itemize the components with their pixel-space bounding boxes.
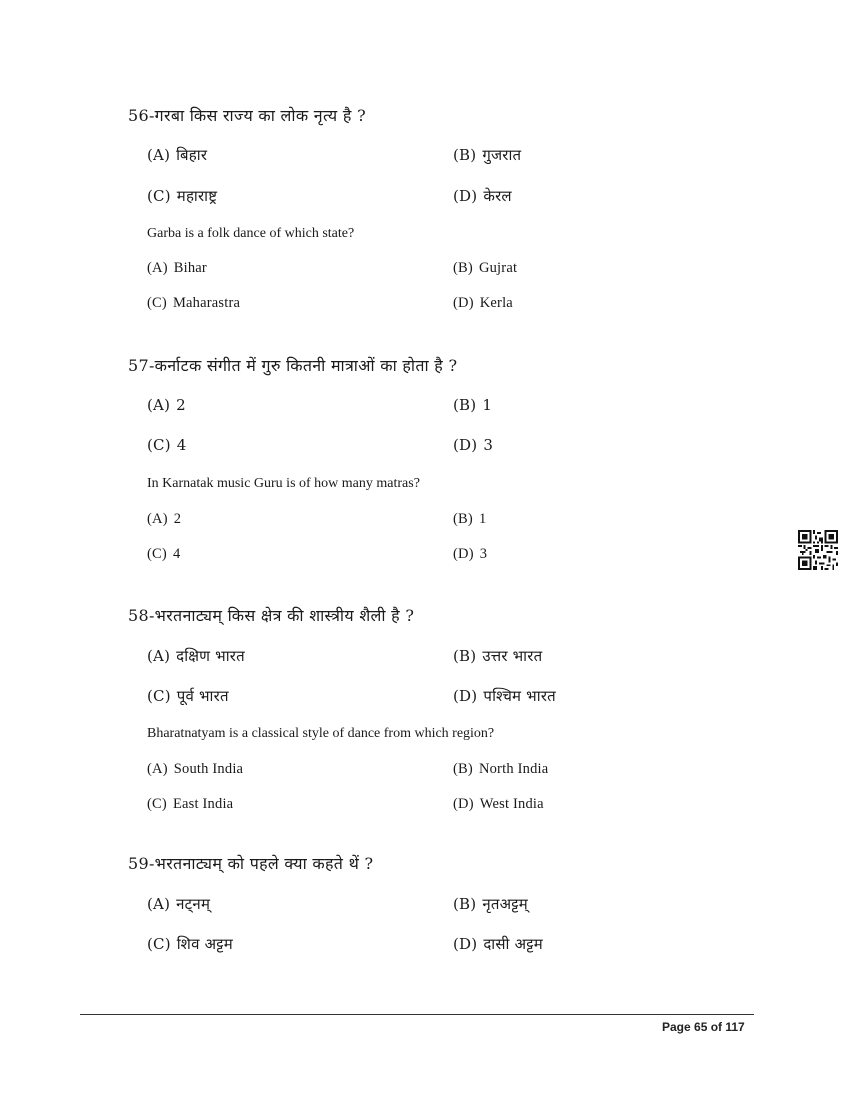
- q56-english-option-c: (C) Maharastra: [147, 295, 241, 311]
- q56-hindi-option-d: (D) केरल: [453, 187, 512, 205]
- page-number: Page 65 of 117: [662, 1020, 745, 1034]
- q58-english-option-d: (D) West India: [453, 796, 544, 812]
- q56-hindi-option-a: (A) बिहार: [147, 146, 208, 164]
- q56-english-option-b: (B) Gujrat: [453, 260, 518, 276]
- q58-english-option-a: (A) South India: [147, 761, 244, 777]
- q58-english-option-b: (B) North India: [453, 761, 549, 777]
- q57-english-option-a: (A) 2: [147, 511, 182, 527]
- q59-hindi-option-a: (A) नट्नम्: [147, 895, 211, 913]
- q57-english-option-c: (C) 4: [147, 546, 181, 562]
- q57-hindi-option-c: (C) 4: [147, 436, 187, 454]
- q59-hindi-option-c: (C) शिव अट्टम: [147, 935, 233, 953]
- q57-hindi-option-a: (A) 2: [147, 396, 186, 414]
- q58-hindi-option-a: (A) दक्षिण भारत: [147, 647, 245, 665]
- q58-hindi-option-c: (C) पूर्व भारत: [147, 687, 229, 705]
- question-59-hindi: 59-भरतनाट्यम् को पहले क्या कहते थें ?: [128, 854, 374, 873]
- q58-hindi-option-b: (B) उत्तर भारत: [453, 647, 543, 665]
- question-56-english: Garba is a folk dance of which state?: [147, 226, 355, 241]
- q56-english-option-d: (D) Kerla: [453, 295, 513, 311]
- question-56-hindi: 56-गरबा किस राज्य का लोक नृत्य है ?: [128, 106, 366, 125]
- qr-code-icon: [798, 530, 838, 570]
- q59-hindi-option-b: (B) नृतअट्टम्: [453, 895, 528, 913]
- q57-english-option-d: (D) 3: [453, 546, 488, 562]
- footer-divider: [80, 1014, 754, 1015]
- question-57-hindi: 57-कर्नाटक संगीत में गुरु कितनी मात्राओं का होता है ?: [128, 356, 458, 375]
- question-58-english: Bharatnatyam is a classical style of dance from which region?: [147, 726, 495, 741]
- q58-english-option-c: (C) East India: [147, 796, 234, 812]
- q58-hindi-option-d: (D) पश्चिम भारत: [453, 687, 556, 705]
- q57-english-option-b: (B) 1: [453, 511, 487, 527]
- question-58-hindi: 58-भरतनाट्यम् किस क्षेत्र की शास्त्रीय शैली है ?: [128, 606, 415, 625]
- q56-hindi-option-b: (B) गुजरात: [453, 146, 522, 164]
- q56-hindi-option-c: (C) महाराष्ट्र: [147, 187, 218, 205]
- question-57-english: In Karnatak music Guru is of how many matras?: [147, 476, 420, 491]
- q57-hindi-option-d: (D) 3: [453, 436, 494, 454]
- q56-english-option-a: (A) Bihar: [147, 260, 207, 276]
- q57-hindi-option-b: (B) 1: [453, 396, 493, 414]
- q59-hindi-option-d: (D) दासी अट्टम: [453, 935, 543, 953]
